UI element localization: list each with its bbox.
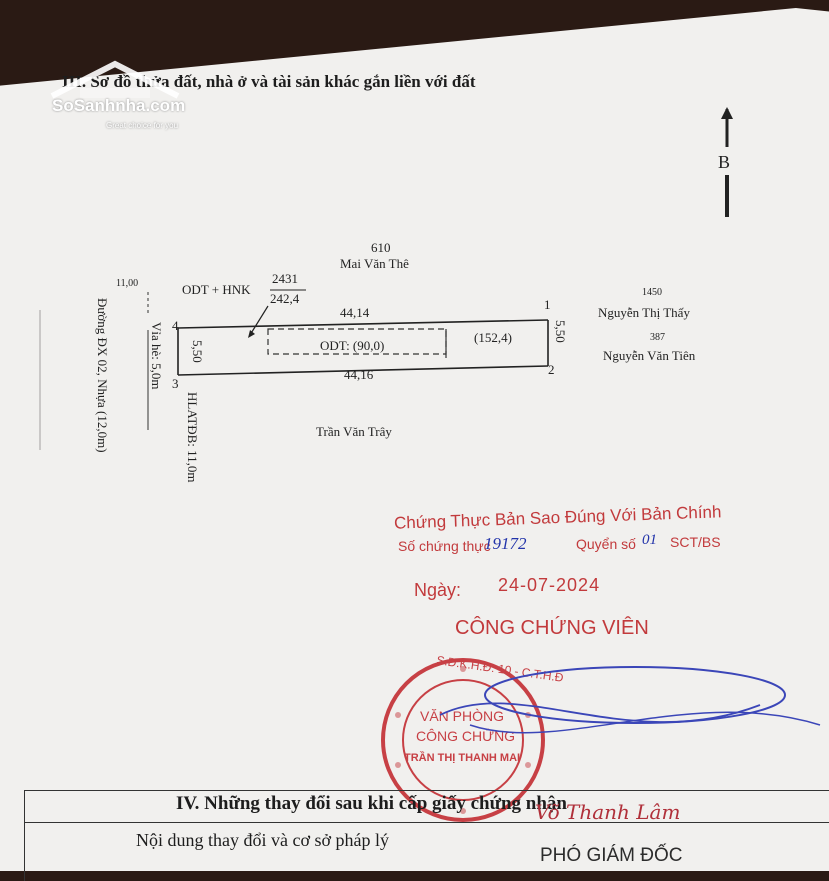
road-label: Đường ĐX 02, Nhựa (12,0m) [95,298,110,453]
bottom-edge-length: 44,16 [344,367,374,382]
official-signature: Võ Thanh Lâm [535,800,681,824]
section-iv-title: IV. Những thay đổi sau khi cấp giấy chứng nhận [176,793,567,814]
north-label: B [718,152,731,172]
corner-2: 2 [548,362,555,377]
top-edge-length: 44,14 [340,305,370,320]
section-iii-heading: III. Sơ đồ thửa đất, nhà ở và tài sản khác gắn liền với đất [62,72,476,91]
seal-ring-text: S.Đ.K.H.Đ: 10 - C.T.H.Đ [435,653,565,685]
official-position: PHÓ GIÁM ĐỐC [540,845,683,866]
watermark-tagline: Great choice for you [106,121,179,130]
notary-title: CÔNG CHỨNG VIÊN [455,617,649,639]
corner-4: 4 [172,318,179,333]
watermark-brand: SoSanhnha.com [52,96,186,115]
seal-line-1: VĂN PHÒNG [420,708,505,724]
seal-line-2: CÔNG CHỨNG [416,728,516,744]
neighbor-top-no: 610 [371,240,391,255]
parcel-number: 2431 [272,271,298,286]
signature-scribble [430,655,829,765]
section-iv-divider [24,822,829,823]
neighbor-bottom-name: Trần Văn Trây [316,424,392,439]
right-edge-length: 5,50 [553,320,568,343]
neighbor-right2-no: 387 [650,332,665,343]
sidewalk-label: Vỉa hè: 5,0m [149,322,164,390]
neighbor-right1-no: 1450 [642,287,662,298]
corner-3: 3 [172,376,179,391]
land-code: ODT + HNK [182,282,251,297]
book-value: 01 [642,532,657,548]
certification-title: Chứng Thực Bản Sao Đúng Với Bản Chính [393,502,722,533]
parcel-area: 242,4 [270,291,300,306]
cert-no-label: Số chứng thực [398,538,491,554]
odt-area: ODT: (90,0) [320,338,385,353]
left-edge-length: 5,50 [190,340,205,363]
date-value: 24-07-2024 [498,575,601,595]
left-margin-label: 11,00 [116,278,139,289]
neighbor-right1-name: Nguyễn Thị Thấy [598,305,690,320]
corner-1: 1 [544,297,551,312]
date-label: Ngày: [414,580,462,600]
remaining-area: (152,4) [474,330,512,345]
book-suffix: SCT/BS [670,534,721,550]
seal-line-3: TRẦN THỊ THANH MAI [404,752,521,764]
hlatdb-label: HLATĐB: 11,0m [185,392,200,483]
cert-no-value: 19172 [484,534,527,553]
neighbor-top-name: Mai Văn Thê [340,256,409,271]
neighbor-right2-name: Nguyễn Văn Tiên [603,348,696,363]
book-label: Quyển số [576,536,636,552]
section-iv-row-label: Nội dung thay đổi và cơ sở pháp lý [136,830,390,850]
